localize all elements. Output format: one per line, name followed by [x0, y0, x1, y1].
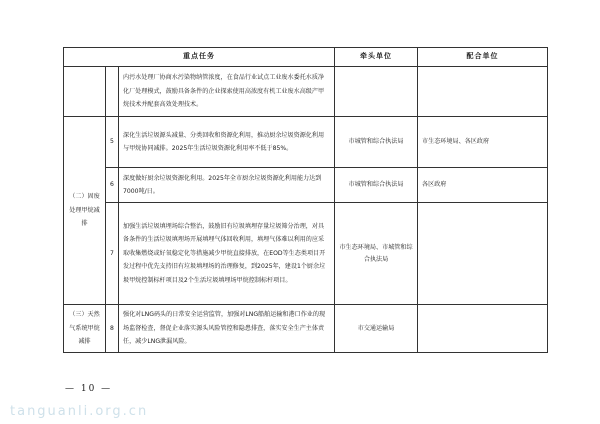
coop-unit: 市生态环境局、各区政府	[418, 117, 548, 168]
coop-unit	[418, 203, 548, 305]
lead-unit: 市城管和综合执法局	[335, 168, 418, 203]
task-text: 深化生活垃圾源头减量、分类回收和资源化利用，推动厨余垃圾资源化利用与甲烷协同减排。2025年生活垃圾资源化利用率不低于85%。	[119, 117, 335, 168]
lead-unit	[335, 67, 418, 117]
coop-unit	[418, 67, 548, 117]
category-natural-gas: （三）天然气系统甲烷减排	[64, 305, 106, 353]
row-number: 5	[106, 117, 119, 168]
task-text: 内污水处理厂协商水污染物纳管浓度，在食品行业试点工业废水委托水质净化厂处理模式，鼓励具备条件的企业探索使用高浓度有机工业废水高级产甲烷技术并配套高效处理技术。	[119, 67, 335, 117]
row-number: 7	[106, 203, 119, 305]
lead-unit: 市交通运输局	[335, 305, 418, 353]
header-lead-unit: 牵头单位	[335, 48, 418, 67]
category-solid-waste: （二）固废处理甲烷减排	[64, 117, 106, 305]
row-number: 6	[106, 168, 119, 203]
table-row	[64, 203, 548, 305]
page-number: — 10 —	[65, 384, 113, 394]
header-task: 重点任务	[64, 48, 335, 67]
task-text: 加强生活垃圾填埋场综合整治，鼓励旧有垃圾填埋存量垃圾筛分治理，对具备条件的生活垃圾填埋场开展填埋气体回收利用，填埋气体难以利用的应采取收集燃烧或好氧稳定化等措施减少甲烷直接排放，在EOD等生态类项目开发过程中优先支持旧有垃圾填埋场的治理修复，到2025年，建设1个厨余垃圾甲烷控制标杆项目及2个生活垃圾填埋场甲烷控制标杆项目。	[119, 203, 335, 305]
table-header-row	[64, 48, 548, 67]
task-table	[63, 47, 548, 353]
lead-unit: 市城管和综合执法局	[335, 117, 418, 168]
table-row	[64, 305, 548, 353]
category-cell	[64, 67, 106, 117]
row-number: 8	[106, 305, 119, 353]
task-text: 强化对LNG码头的日常安全运营监管，加强对LNG船舶运输和港口作业的现场监督检查，督促企业落实源头风险管控和隐患排查，落实安全生产主体责任，减少LNG泄漏风险。	[119, 305, 335, 353]
table-row	[64, 168, 548, 203]
row-number	[106, 67, 119, 117]
coop-unit	[418, 305, 548, 353]
table-row	[64, 117, 548, 168]
lead-unit: 市生态环境局、市城管和综合执法局	[335, 203, 418, 305]
watermark: tanguanli.org.cn	[10, 404, 149, 419]
table-row	[64, 67, 548, 117]
header-coop-unit: 配合单位	[418, 48, 548, 67]
coop-unit: 各区政府	[418, 168, 548, 203]
task-text: 深度做好厨余垃圾资源化利用。2025年全市厨余垃圾资源化利用能力达到7000吨/日。	[119, 168, 335, 203]
